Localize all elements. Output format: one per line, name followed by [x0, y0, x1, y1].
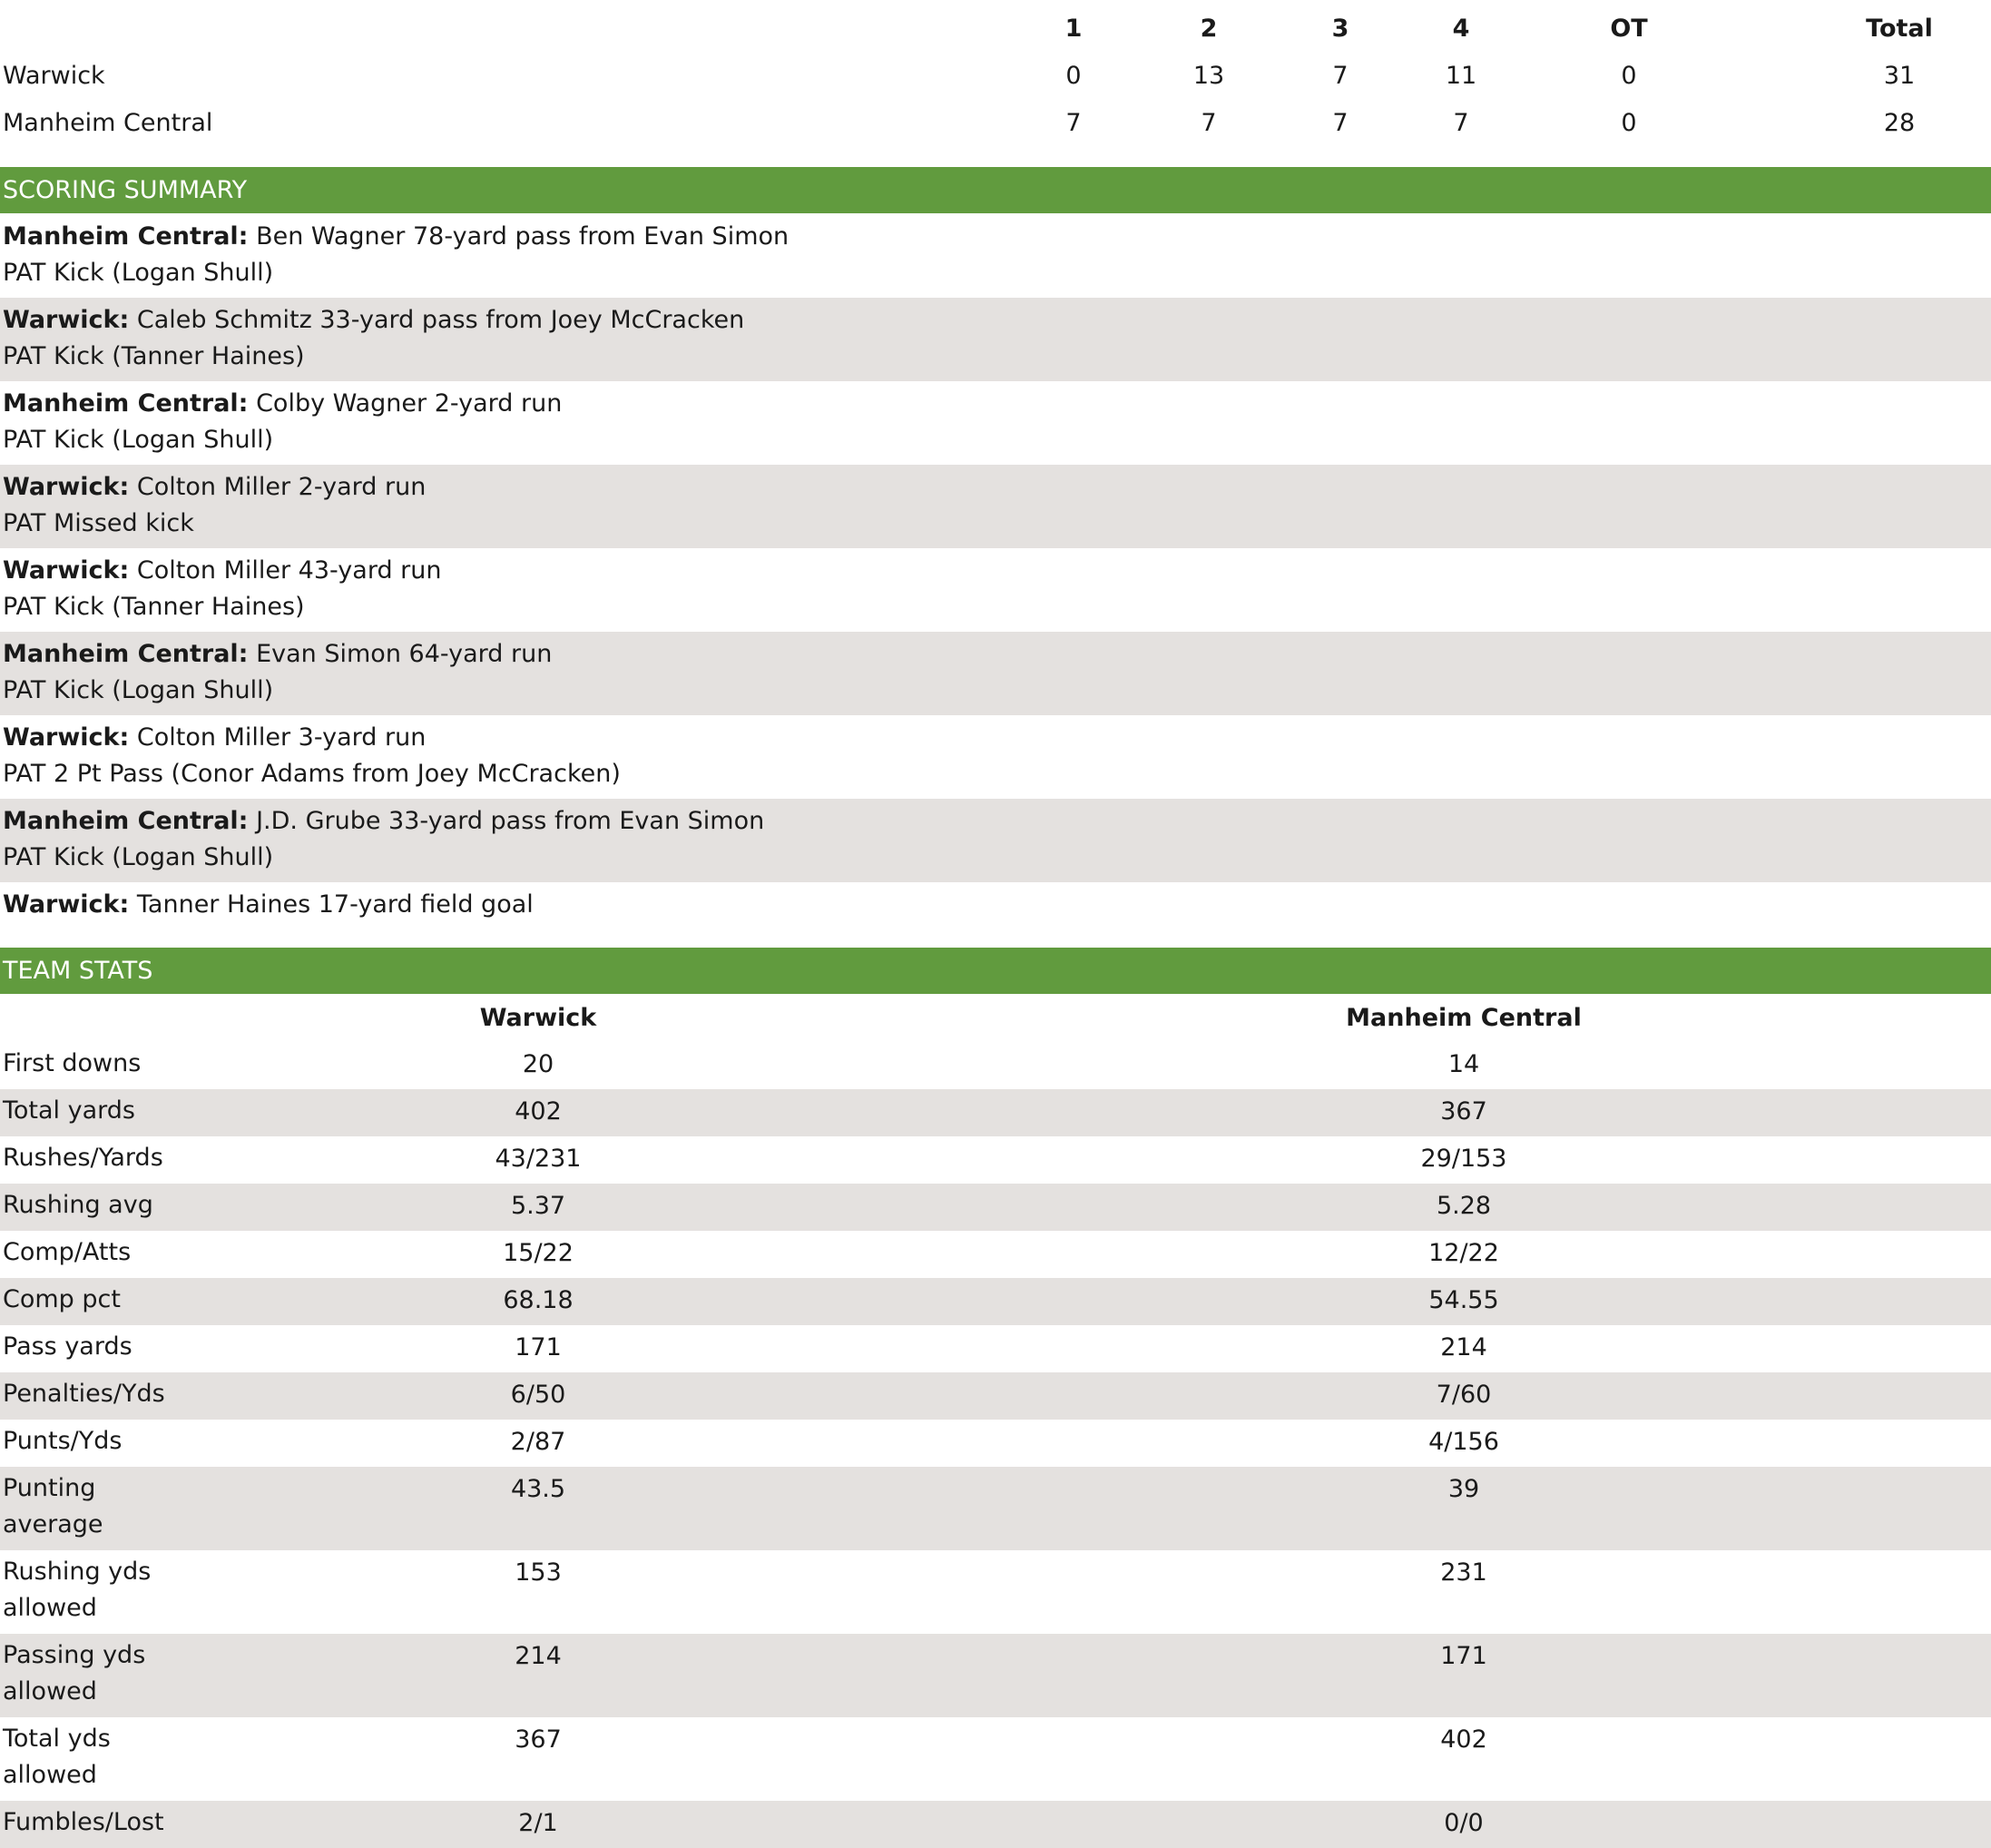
stat-value-team1: 20 — [522, 1050, 554, 1078]
stat-value-team1: 2/87 — [510, 1428, 566, 1456]
scoring-play-desc: Caleb Schmitz 33-yard pass from Joey McCracken — [136, 306, 745, 334]
stat-row — [0, 1801, 1991, 1848]
scoring-play — [0, 799, 1991, 882]
stat-value-team2: 14 — [1447, 1050, 1480, 1078]
team-stats-team1-header: Warwick — [479, 1004, 597, 1032]
scoring-play-desc: Tanner Haines 17-yard field goal — [136, 890, 534, 919]
scoring-pat: PAT Kick (Tanner Haines) — [3, 593, 305, 621]
linescore-row — [0, 54, 1991, 102]
scoring-pat: PAT Kick (Logan Shull) — [3, 676, 274, 704]
scoring-team: Manheim Central: — [3, 389, 249, 418]
scoring-play — [0, 465, 1991, 548]
stat-value-team1: 402 — [515, 1097, 562, 1126]
stat-label: Pass yards — [3, 1332, 132, 1361]
linescore-total: 31 — [1883, 62, 1916, 90]
stat-value-team2: 12/22 — [1428, 1239, 1499, 1267]
stat-label: Comp pct — [3, 1285, 121, 1313]
linescore-cell: 11 — [1445, 62, 1477, 90]
scoring-play — [0, 381, 1991, 465]
linescore-header-ot: OT — [1610, 15, 1648, 43]
scoring-play — [0, 214, 1991, 298]
stat-value-team1: 43/231 — [495, 1145, 582, 1173]
scoring-team: Warwick: — [3, 723, 130, 752]
scoring-play — [0, 632, 1991, 715]
linescore-cell: 7 — [1065, 109, 1082, 137]
stat-label: Penalties/Yds — [3, 1380, 165, 1408]
stat-label: Total yards — [3, 1096, 135, 1125]
team-stats-title: TEAM STATS — [3, 957, 153, 985]
scoring-team: Warwick: — [3, 556, 130, 585]
scoring-summary-header — [0, 167, 1991, 213]
scoring-play — [0, 882, 1991, 937]
scoring-play-desc: Evan Simon 64-yard run — [256, 640, 553, 668]
scoring-team: Warwick: — [3, 890, 130, 919]
stat-value-team2: 29/153 — [1420, 1145, 1507, 1173]
scoring-team: Warwick: — [3, 473, 130, 501]
stat-value-team2: 402 — [1440, 1725, 1487, 1754]
stat-label: Punting average — [3, 1474, 103, 1538]
linescore-header-q3: 3 — [1331, 15, 1349, 43]
stat-value-team1: 367 — [515, 1725, 562, 1754]
stat-value-team2: 0/0 — [1444, 1809, 1484, 1837]
stat-value-team2: 214 — [1440, 1333, 1487, 1361]
linescore-header-row — [0, 0, 1991, 47]
scoring-pat: PAT 2 Pt Pass (Conor Adams from Joey McCracken) — [3, 760, 621, 788]
stat-value-team2: 7/60 — [1436, 1381, 1492, 1409]
scoring-play — [0, 548, 1991, 632]
linescore-cell: 7 — [1201, 109, 1217, 137]
stat-row — [0, 1184, 1991, 1231]
stat-row — [0, 1550, 1991, 1634]
scoring-play-desc: Colton Miller 2-yard run — [136, 473, 427, 501]
stat-row — [0, 1634, 1991, 1717]
stat-label: Punts/Yds — [3, 1427, 123, 1455]
scoring-pat: PAT Missed kick — [3, 509, 194, 537]
scoring-team: Manheim Central: — [3, 222, 249, 251]
stat-row — [0, 1042, 1991, 1089]
stat-value-team1: 43.5 — [510, 1475, 566, 1503]
scoring-pat: PAT Kick (Logan Shull) — [3, 426, 274, 454]
stat-label: Fumbles/Lost — [3, 1808, 164, 1836]
scoring-play-desc: Colby Wagner 2-yard run — [256, 389, 563, 418]
stat-row — [0, 1089, 1991, 1136]
scoring-team: Warwick: — [3, 306, 130, 334]
scoring-team: Manheim Central: — [3, 807, 249, 835]
stat-value-team1: 15/22 — [503, 1239, 574, 1267]
stat-value-team2: 231 — [1440, 1558, 1487, 1587]
stat-label: Rushing yds allowed — [3, 1558, 152, 1622]
scoring-pat: PAT Kick (Logan Shull) — [3, 259, 274, 287]
linescore-cell: 7 — [1453, 109, 1469, 137]
team-stats-column-headers — [0, 995, 1991, 1042]
scoring-play — [0, 298, 1991, 381]
scoring-pat: PAT Kick (Logan Shull) — [3, 843, 274, 871]
stat-value-team2: 4/156 — [1428, 1428, 1499, 1456]
stat-value-team1: 214 — [515, 1642, 562, 1670]
scoring-play-desc: Colton Miller 43-yard run — [136, 556, 442, 585]
stat-row — [0, 1278, 1991, 1325]
linescore-header-q4: 4 — [1452, 15, 1470, 43]
scoring-pat: PAT Kick (Tanner Haines) — [3, 342, 305, 370]
linescore-header-q2: 2 — [1200, 15, 1218, 43]
linescore-cell: 13 — [1192, 62, 1225, 90]
linescore-header-q1: 1 — [1064, 15, 1083, 43]
linescore-cell: 7 — [1332, 62, 1349, 90]
linescore-header-total: Total — [1866, 15, 1933, 43]
stat-value-team2: 39 — [1447, 1475, 1480, 1503]
stat-row — [0, 1231, 1991, 1278]
stat-label: Rushing avg — [3, 1191, 153, 1219]
stat-value-team1: 5.37 — [510, 1192, 566, 1220]
stat-row — [0, 1467, 1991, 1550]
scoring-summary-title: SCORING SUMMARY — [3, 176, 248, 204]
linescore-cell: 0 — [1065, 62, 1082, 90]
scoring-play-desc: J.D. Grube 33-yard pass from Evan Simon — [256, 807, 765, 835]
stat-value-team2: 367 — [1440, 1097, 1487, 1126]
stat-value-team1: 2/1 — [518, 1809, 558, 1837]
stat-value-team1: 68.18 — [503, 1286, 574, 1314]
linescore-total: 28 — [1883, 109, 1916, 137]
scoring-play-desc: Ben Wagner 78-yard pass from Evan Simon — [256, 222, 790, 251]
stat-label: Rushes/Yards — [3, 1144, 163, 1172]
stat-value-team2: 54.55 — [1428, 1286, 1499, 1314]
linescore-cell: 0 — [1621, 109, 1637, 137]
stat-label: Comp/Atts — [3, 1238, 132, 1266]
team-stats-header — [0, 948, 1991, 994]
stat-row — [0, 1717, 1991, 1801]
linescore-cell: 0 — [1621, 62, 1637, 90]
stat-row — [0, 1372, 1991, 1420]
stat-value-team2: 171 — [1440, 1642, 1487, 1670]
stat-value-team2: 5.28 — [1436, 1192, 1492, 1220]
stat-row — [0, 1325, 1991, 1372]
stat-label: First downs — [3, 1049, 142, 1077]
scoring-play-desc: Colton Miller 3-yard run — [136, 723, 427, 752]
stat-value-team1: 171 — [515, 1333, 562, 1361]
scoring-play — [0, 715, 1991, 799]
linescore-cell: 7 — [1332, 109, 1349, 137]
linescore-row — [0, 102, 1991, 149]
stat-label: Passing yds allowed — [3, 1641, 146, 1705]
scoring-team: Manheim Central: — [3, 640, 249, 668]
stat-row — [0, 1136, 1991, 1184]
stat-value-team1: 153 — [515, 1558, 562, 1587]
stat-label: Total yds allowed — [3, 1725, 111, 1789]
linescore-team: Manheim Central — [3, 109, 213, 137]
stat-value-team1: 6/50 — [510, 1381, 566, 1409]
stat-row — [0, 1420, 1991, 1467]
team-stats-team2-header: Manheim Central — [1346, 1004, 1582, 1032]
linescore-team: Warwick — [3, 62, 105, 90]
